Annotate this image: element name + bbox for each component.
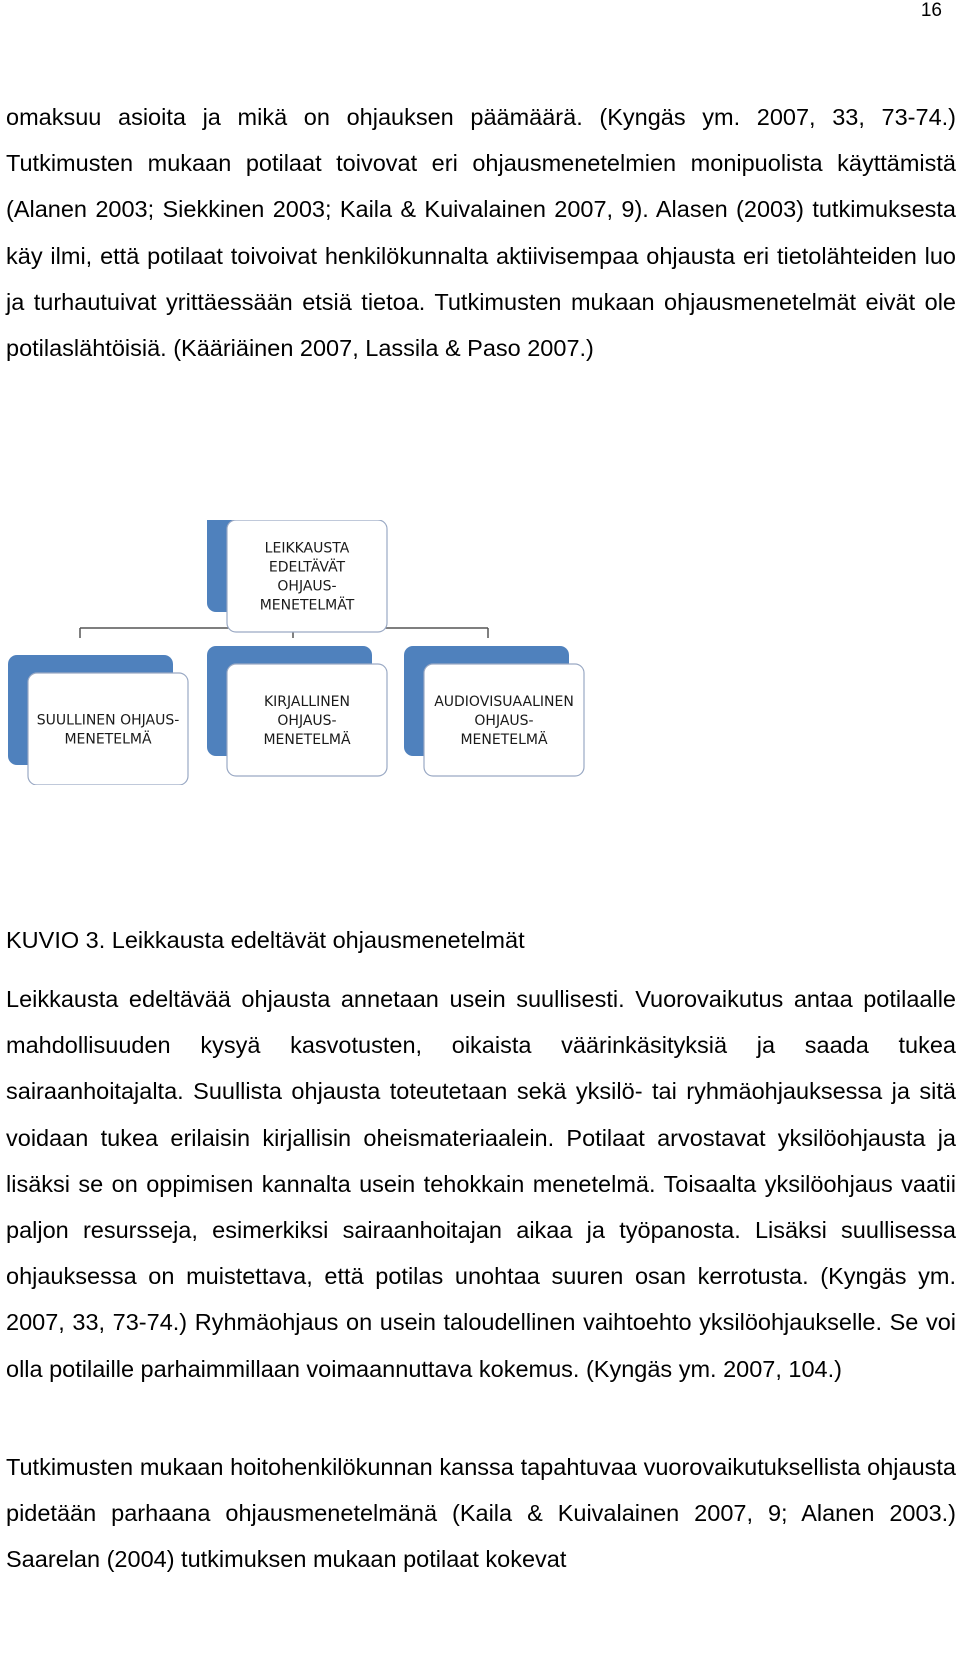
box-root-label: MENETELMÄT bbox=[259, 597, 355, 614]
box-suullinen-label: MENETELMÄ bbox=[64, 731, 152, 748]
box-kirjallinen-label: KIRJALLINEN bbox=[263, 694, 351, 710]
box-audiovisuaalinen-label: MENETELMÄ bbox=[460, 732, 548, 748]
box-audiovisuaalinen-label: AUDIOVISUAALINEN bbox=[434, 694, 574, 710]
paragraph-3: Tutkimusten mukaan hoitohenkilökunnan kanssa tapahtuvaa vuorovaikutuksellista ohjausta pidetään parhaana ohjausmenetelmänä (Kaila & Kuivalainen 2007, 9; Alanen 2003.) Saarelan (2004) tutkimuksen mukaan potilaat kokevat bbox=[6, 1454, 956, 1573]
box-root-label: EDELTÄVÄT bbox=[268, 559, 346, 576]
box-root bbox=[227, 520, 387, 632]
box-kirjallinen-label: MENETELMÄ bbox=[263, 732, 351, 748]
page-number: 16 bbox=[920, 0, 942, 21]
box-kirjallinen-label: OHJAUS- bbox=[277, 713, 337, 729]
box-root-label: LEIKKAUSTA bbox=[264, 540, 350, 557]
paragraph-2: Leikkausta edeltävää ohjausta annetaan usein suullisesti. Vuorovaikutus antaa potilaalle mahdollisuuden kysyä kasvotusten, oikaista väärinkäsityksiä ja saada tukea sairaanhoitajalta. Suullista ohjausta toteutetaan sekä yksilö- tai ryhmäohjauksessa ja sitä voidaan tukea erilaisin kirjallisin oheismateriaalein. Potilaat arvostavat yksilöohjausta ja lisäksi se on oppimisen kannalta usein tehokkain menetelmä. Toisaalta yksilöohjaus vaatii paljon resursseja, esimerkiksi sairaanhoitajan aikaa ja työpanosta. Lisäksi suullisessa ohjauksessa on muistettava, että potilas unohtaa suuren osan kerrotusta. (Kyngäs ym. 2007, 33, 73-74.) Ryhmäohjaus on usein taloudellinen vaihtoehto yksilöohjaukselle. Se voi olla potilaille parhaimmillaan voimaannuttava kokemus. (Kyngäs ym. 2007, 104.) bbox=[6, 986, 956, 1382]
figure-caption: KUVIO 3. Leikkausta edeltävät ohjausmenetelmät bbox=[6, 927, 525, 953]
box-suullinen-label: SUULLINEN OHJAUS- bbox=[36, 712, 180, 729]
box-audiovisuaalinen-label: OHJAUS- bbox=[474, 713, 534, 729]
org-chart-diagram bbox=[0, 520, 600, 785]
box-suullinen bbox=[28, 673, 188, 785]
box-root-label: OHJAUS- bbox=[277, 578, 337, 595]
paragraph-1: omaksuu asioita ja mikä on ohjauksen päämäärä. (Kyngäs ym. 2007, 33, 73-74.) Tutkimusten mukaan potilaat toivovat eri ohjausmenetelmien monipuolista käyttämistä (Alanen 2003; Siekkinen 2003; Kaila & Kuivalainen 2007, 9). Alasen (2003) tutkimuksesta käy ilmi, että potilaat toivoivat henkilökunnalta aktiivisempaa ohjausta eri tietolähteiden luo ja turhautuivat yrittäessään etsiä tietoa. Tutkimusten mukaan ohjausmenetelmät eivät ole potilaslähtöisiä. (Kääriäinen 2007, Lassila & Paso 2007.) bbox=[6, 104, 956, 362]
